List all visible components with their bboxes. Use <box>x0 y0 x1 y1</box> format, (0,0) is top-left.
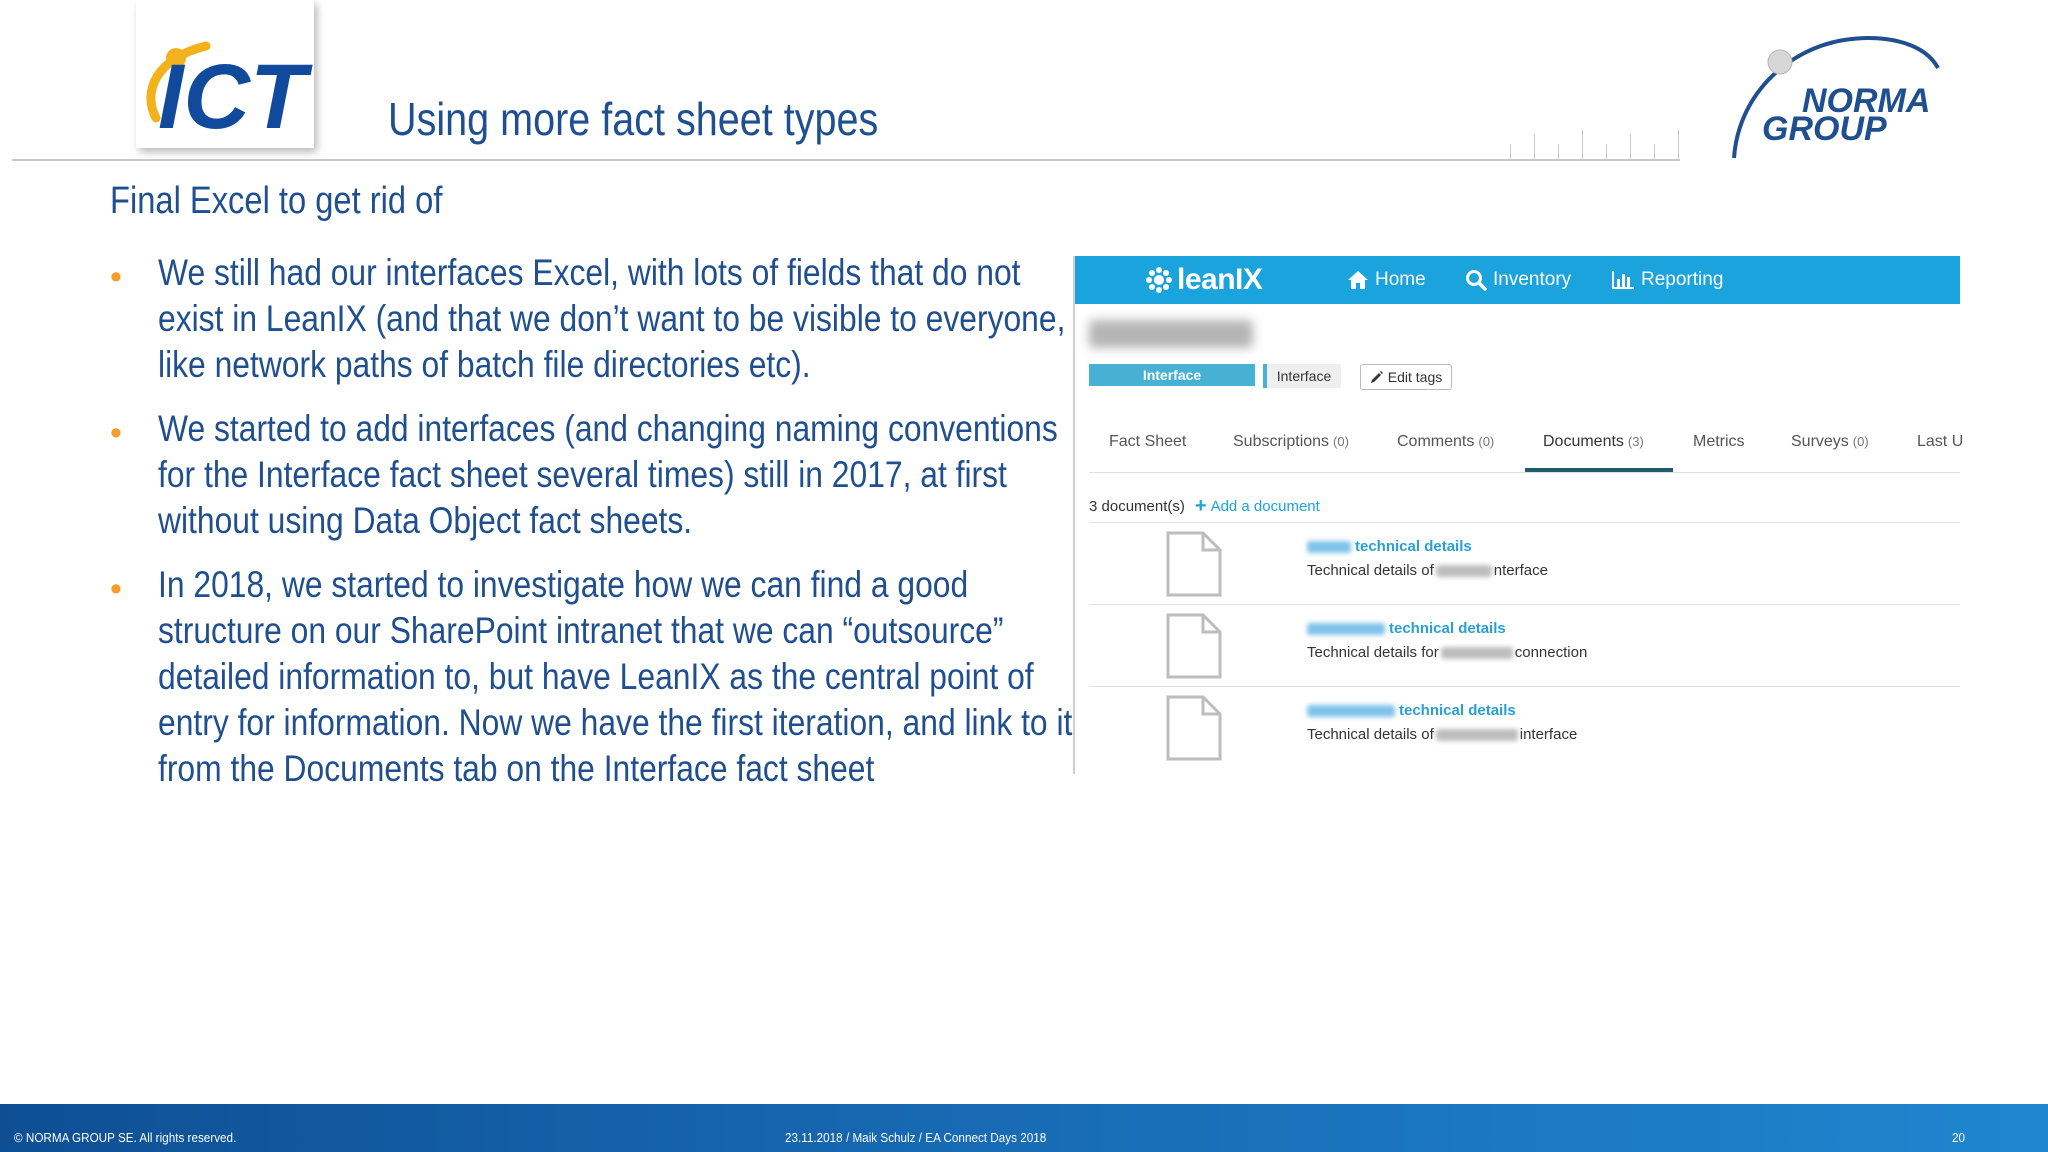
document-row[interactable] <box>1089 524 1960 604</box>
bullet-item <box>110 250 1090 388</box>
tab-count: (3) <box>1627 434 1644 449</box>
document-title[interactable] <box>1307 702 1516 719</box>
document-desc-suffix: nterface <box>1493 562 1548 579</box>
bullet-item <box>110 406 1090 544</box>
document-description <box>1307 562 1548 579</box>
add-document-label: Add a document <box>1210 497 1320 515</box>
tab-count: (0) <box>1333 434 1349 449</box>
tab-label: Fact Sheet <box>1109 433 1187 450</box>
redacted-text <box>1441 647 1513 659</box>
pencil-icon <box>1370 370 1384 384</box>
file-icon <box>1165 612 1223 680</box>
document-desc-suffix: interface <box>1519 726 1578 743</box>
document-title[interactable] <box>1307 620 1506 637</box>
bullet-marker: • <box>110 570 122 608</box>
document-desc-prefix: Technical details for <box>1307 644 1439 661</box>
tab-surveys[interactable] <box>1791 433 1869 473</box>
footer-page-number: 20 <box>1952 1130 1966 1145</box>
redacted-text <box>1307 705 1395 717</box>
slide-subtitle: Final Excel to get rid of <box>110 180 443 222</box>
redacted-text <box>1307 541 1351 553</box>
tab-count: (0) <box>1478 434 1495 449</box>
redacted-text <box>1436 729 1518 741</box>
norma-group-logo <box>1724 28 1984 160</box>
leanix-brand[interactable] <box>1145 264 1262 296</box>
home-icon <box>1347 270 1369 290</box>
tab-label: Metrics <box>1693 433 1745 450</box>
documents-toolbar <box>1089 496 1320 516</box>
active-tab-indicator <box>1525 468 1673 472</box>
leanix-navbar <box>1075 256 1960 304</box>
norma-logo-line1: NORMA <box>1802 82 1931 120</box>
document-description <box>1307 644 1587 661</box>
tag-interface[interactable]: Interface <box>1263 364 1341 388</box>
bullet-text: We still had our interfaces Excel, with lots of fields that do not exist in LeanIX (and that we don’t want to be visible to everyone, like network paths of batch file directories etc). <box>158 252 1066 385</box>
nav-home-label: Home <box>1375 269 1426 290</box>
norma-logo-line2: GROUP <box>1762 110 1887 148</box>
tab-count: (0) <box>1852 434 1869 449</box>
ruler-ticks <box>1510 128 1680 160</box>
bullet-text: We started to add interfaces (and changing naming conventions for the Interface fact sheet several times) still in 2017, at first without using Data Object fact sheets. <box>158 408 1058 541</box>
nav-inventory-label: Inventory <box>1493 269 1572 290</box>
bullet-marker: • <box>110 414 122 452</box>
ict-logo-text: ICT <box>158 46 307 148</box>
tab-label: Documents <box>1543 433 1624 450</box>
tab-label: Surveys <box>1791 433 1849 450</box>
documents-count: 3 document(s) <box>1089 497 1185 515</box>
plus-icon: + <box>1194 495 1207 517</box>
tab-comments[interactable] <box>1397 433 1494 473</box>
bullet-text: In 2018, we started to investigate how we can find a good structure on our SharePoint intranet that we can “outsource” detailed information to, but have LeanIX as the central point of entry for information. Now we have the first iteration, and link to it from the Documents tab on the Interface fact sheet <box>158 564 1073 789</box>
tab-label: Comments <box>1397 433 1475 450</box>
tab-subscriptions[interactable] <box>1233 433 1349 473</box>
tab-metrics[interactable] <box>1693 433 1745 473</box>
add-document-link[interactable] <box>1195 496 1320 516</box>
nav-home[interactable] <box>1347 268 1426 292</box>
tab-last-updated[interactable] <box>1917 433 1963 473</box>
nav-reporting-label: Reporting <box>1641 269 1724 290</box>
tab-documents[interactable] <box>1543 433 1644 473</box>
tab-label: Last U <box>1917 433 1964 450</box>
nav-inventory[interactable] <box>1465 268 1571 292</box>
tab-fact-sheet[interactable] <box>1109 433 1186 473</box>
list-divider <box>1089 604 1960 605</box>
leanix-logo-icon <box>1145 266 1173 294</box>
bullet-marker: • <box>110 258 122 296</box>
document-title[interactable] <box>1307 538 1472 555</box>
tabs-divider <box>1089 472 1960 473</box>
header-divider <box>12 159 1680 161</box>
document-desc-suffix: connection <box>1514 644 1588 661</box>
document-desc-prefix: Technical details of <box>1307 726 1434 743</box>
tab-label: Subscriptions <box>1233 433 1330 450</box>
bullet-list <box>110 250 1090 810</box>
bullet-item <box>110 562 1090 792</box>
redacted-text <box>1436 565 1492 577</box>
footer-event: 23.11.2018 / Maik Schulz / EA Connect Days 2018 <box>785 1130 1047 1145</box>
document-row[interactable] <box>1089 606 1960 686</box>
edit-tags-button[interactable] <box>1360 364 1452 390</box>
ict-logo-graphic <box>136 0 314 148</box>
slide-title: Using more fact sheet types <box>388 93 879 145</box>
redacted-text <box>1307 623 1385 635</box>
leanix-screenshot <box>1073 256 1964 774</box>
document-desc-prefix: Technical details of <box>1307 562 1434 579</box>
document-row[interactable] <box>1089 688 1960 768</box>
list-divider <box>1089 686 1960 687</box>
leanix-brand-text: leanIX <box>1177 263 1263 296</box>
document-description <box>1307 726 1577 743</box>
document-title-text: technical details <box>1389 620 1506 637</box>
ict-logo <box>136 0 314 148</box>
document-title-text: technical details <box>1355 538 1472 555</box>
search-icon <box>1465 269 1487 291</box>
edit-tags-label: Edit tags <box>1387 369 1443 385</box>
footer-copyright: © NORMA GROUP SE. All rights reserved. <box>14 1130 237 1145</box>
nav-reporting[interactable] <box>1611 268 1723 292</box>
list-divider <box>1089 522 1960 523</box>
bar-chart-icon <box>1611 270 1635 290</box>
document-title-text: technical details <box>1399 702 1516 719</box>
file-icon <box>1165 530 1223 598</box>
fact-sheet-type-badge: Interface <box>1089 364 1255 386</box>
fact-sheet-name-redacted <box>1089 320 1253 348</box>
slide-footer <box>0 1104 2048 1152</box>
file-icon <box>1165 694 1223 762</box>
